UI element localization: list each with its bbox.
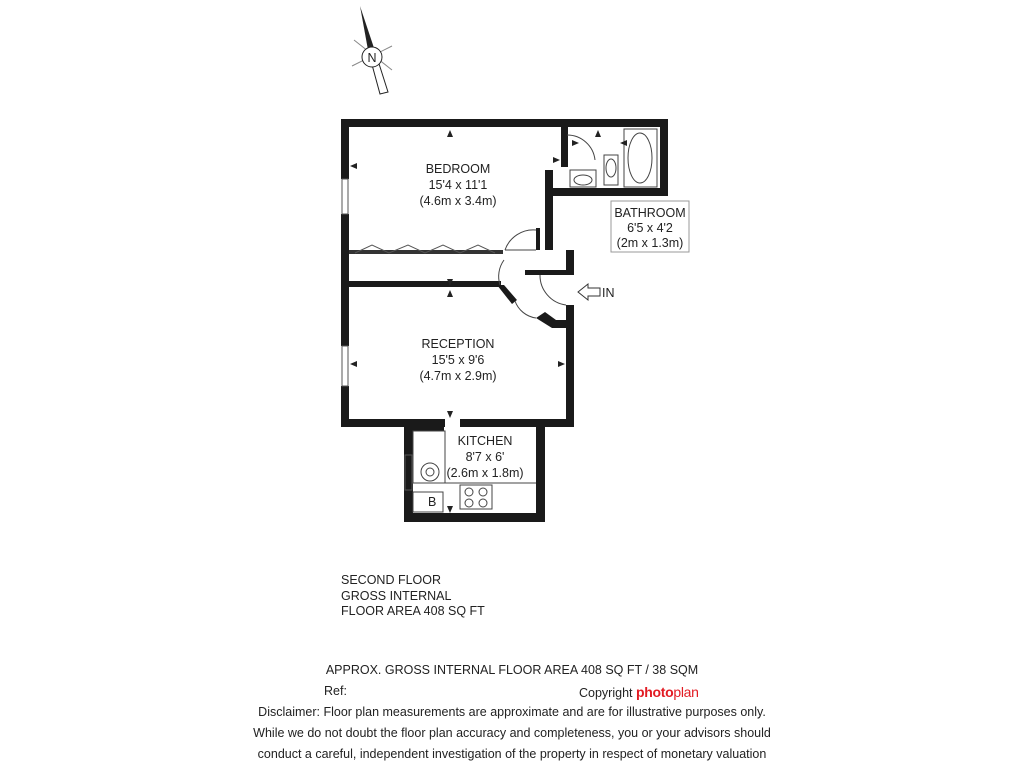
bedroom-name: BEDROOM	[425, 162, 491, 176]
room-bedroom	[419, 162, 496, 208]
floor-summary-line: SECOND FLOOR	[341, 573, 442, 587]
boiler-label: B	[428, 495, 437, 509]
disclaimer-line: Disclaimer: Floor plan measurements are approximate and are for illustrative purposes only.	[258, 705, 766, 719]
ref-label: Ref:	[324, 684, 347, 698]
kitchen-metric: (2.6m x 1.8m)	[446, 466, 524, 480]
kitchen-name: KITCHEN	[457, 434, 513, 448]
bathroom-metric: (2m x 1.3m)	[616, 236, 684, 250]
bathroom-name: BATHROOM	[614, 206, 686, 220]
reception-imperial: 15'5 x 9'6	[431, 353, 485, 367]
room-kitchen	[446, 434, 523, 480]
room-reception	[419, 337, 496, 383]
kitchen-imperial: 8'7 x 6'	[465, 450, 505, 464]
floor-summary	[341, 573, 485, 620]
bathroom-imperial: 6'5 x 4'2	[627, 221, 673, 235]
bedroom-imperial: 15'4 x 11'1	[428, 178, 488, 192]
bedroom-metric: (4.6m x 3.4m)	[419, 194, 497, 208]
north-arrow-icon	[352, 6, 392, 94]
disclaimer-line: While we do not doubt the floor plan accuracy and completeness, you or your advisors should	[253, 726, 771, 740]
photoplan-logo: photoplan	[635, 684, 699, 700]
compass-label: N	[367, 51, 377, 65]
copyright-label: Copyright	[579, 686, 633, 700]
gross-area-text: APPROX. GROSS INTERNAL FLOOR AREA 408 SQ FT / 38 SQM	[325, 663, 699, 677]
copyright	[579, 684, 699, 700]
entrance-label: IN	[602, 286, 615, 300]
floor-summary-line: GROSS INTERNAL	[341, 588, 452, 603]
floor-summary-line: FLOOR AREA 408 SQ FT	[341, 604, 485, 618]
disclaimer-line: conduct a careful, independent investigation of the property in respect of monetary valuation	[257, 747, 767, 761]
entrance-arrow-icon	[578, 284, 615, 300]
reception-name: RECEPTION	[421, 337, 495, 351]
reception-metric: (4.7m x 2.9m)	[419, 369, 497, 383]
